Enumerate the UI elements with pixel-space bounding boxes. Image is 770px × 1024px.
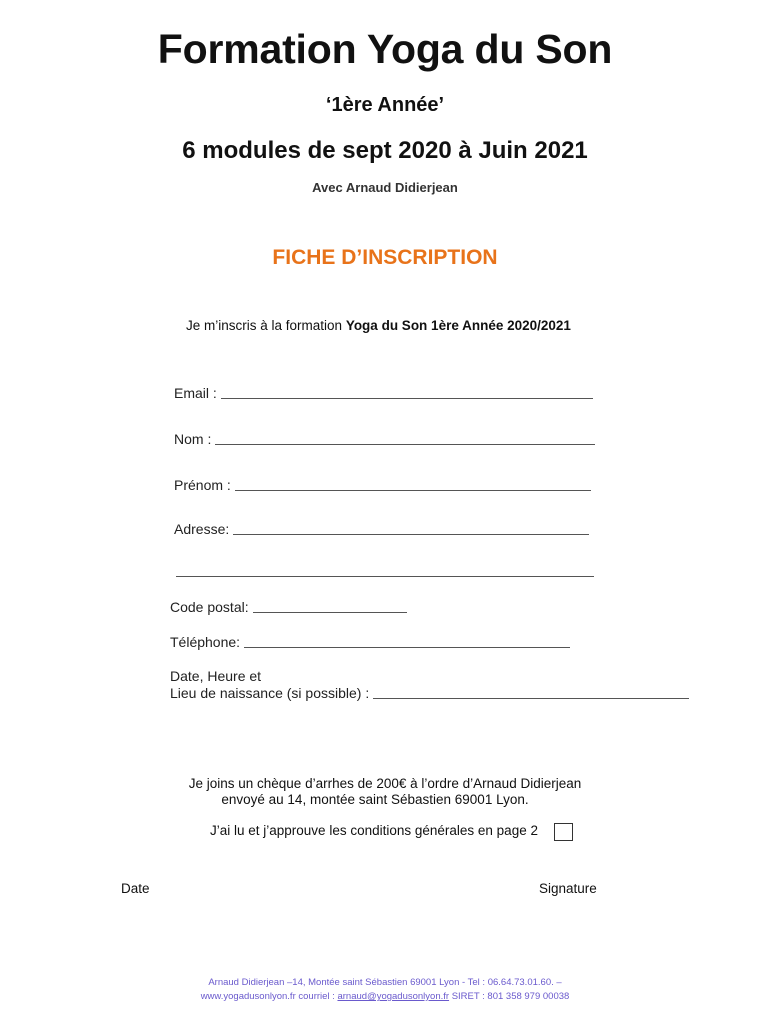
payment-line2: envoyé au 14, montée saint Sébastien 69001 Lyon. [221,792,529,807]
nom-field[interactable] [215,443,595,445]
nom-label: Nom : [174,431,212,447]
intro-prefix: Je m’inscris à la formation [186,318,346,333]
footer-email-link[interactable]: arnaud@yogadusonlyon.fr [337,991,450,1002]
adresse-field-line2[interactable] [176,576,594,577]
footer-website-link[interactable]: www.yogadusonlyon.fr [200,991,296,1002]
cgv-row [210,819,573,841]
intro-text [186,318,571,333]
teacher-name: Avec Arnaud Didierjean [312,180,458,195]
prenom-field[interactable] [235,489,591,491]
prenom-label: Prénom : [174,477,231,493]
cgv-label: J’ai lu et j’approuve les conditions générales en page 2 [210,822,538,838]
date-lieu-label-line2: Lieu de naissance (si possible) : [170,685,370,701]
telephone-label: Téléphone: [170,634,241,650]
signature-label: Signature [539,881,597,896]
payment-line1: Je joins un chèque d’arrhes de 200€ à l’ordre d’Arnaud Didierjean [188,776,582,791]
footer-siret: SIRET : 801 358 979 00038 [449,991,570,1002]
adresse-field[interactable] [233,533,589,535]
date-lieu-field[interactable] [373,697,689,699]
prenom-row [174,477,591,493]
cgv-checkbox[interactable] [554,823,573,841]
email-row [174,385,593,401]
page-title: Formation Yoga du Son [157,26,613,72]
footer-line2 [0,990,770,1004]
telephone-field[interactable] [244,646,570,648]
code-postal-field[interactable] [253,611,407,613]
date-lieu-label-line1: Date, Heure et [170,668,262,684]
nom-row [174,431,595,447]
email-field[interactable] [221,397,593,399]
adresse-row [174,521,589,537]
code-postal-label: Code postal: [170,599,249,615]
footer-line1: Arnaud Didierjean –14, Montée saint Sébastien 69001 Lyon - Tel : 06.64.73.01.60. – [208,977,562,988]
footer-courriel-label: courriel : [295,991,338,1002]
year-subtitle: ‘1ère Année’ [325,94,445,116]
telephone-row [170,634,570,650]
footer [0,976,770,1004]
date-lieu-row [170,668,689,701]
email-label: Email : [174,385,217,401]
modules-subtitle: 6 modules de sept 2020 à Juin 2021 [182,137,588,164]
intro-bold: Yoga du Son 1ère Année 2020/2021 [345,318,571,333]
form-heading: FICHE D’INSCRIPTION [272,246,498,269]
adresse-label: Adresse: [174,521,230,537]
payment-text [0,776,770,808]
date-label: Date [121,881,150,896]
code-postal-row [170,599,407,615]
